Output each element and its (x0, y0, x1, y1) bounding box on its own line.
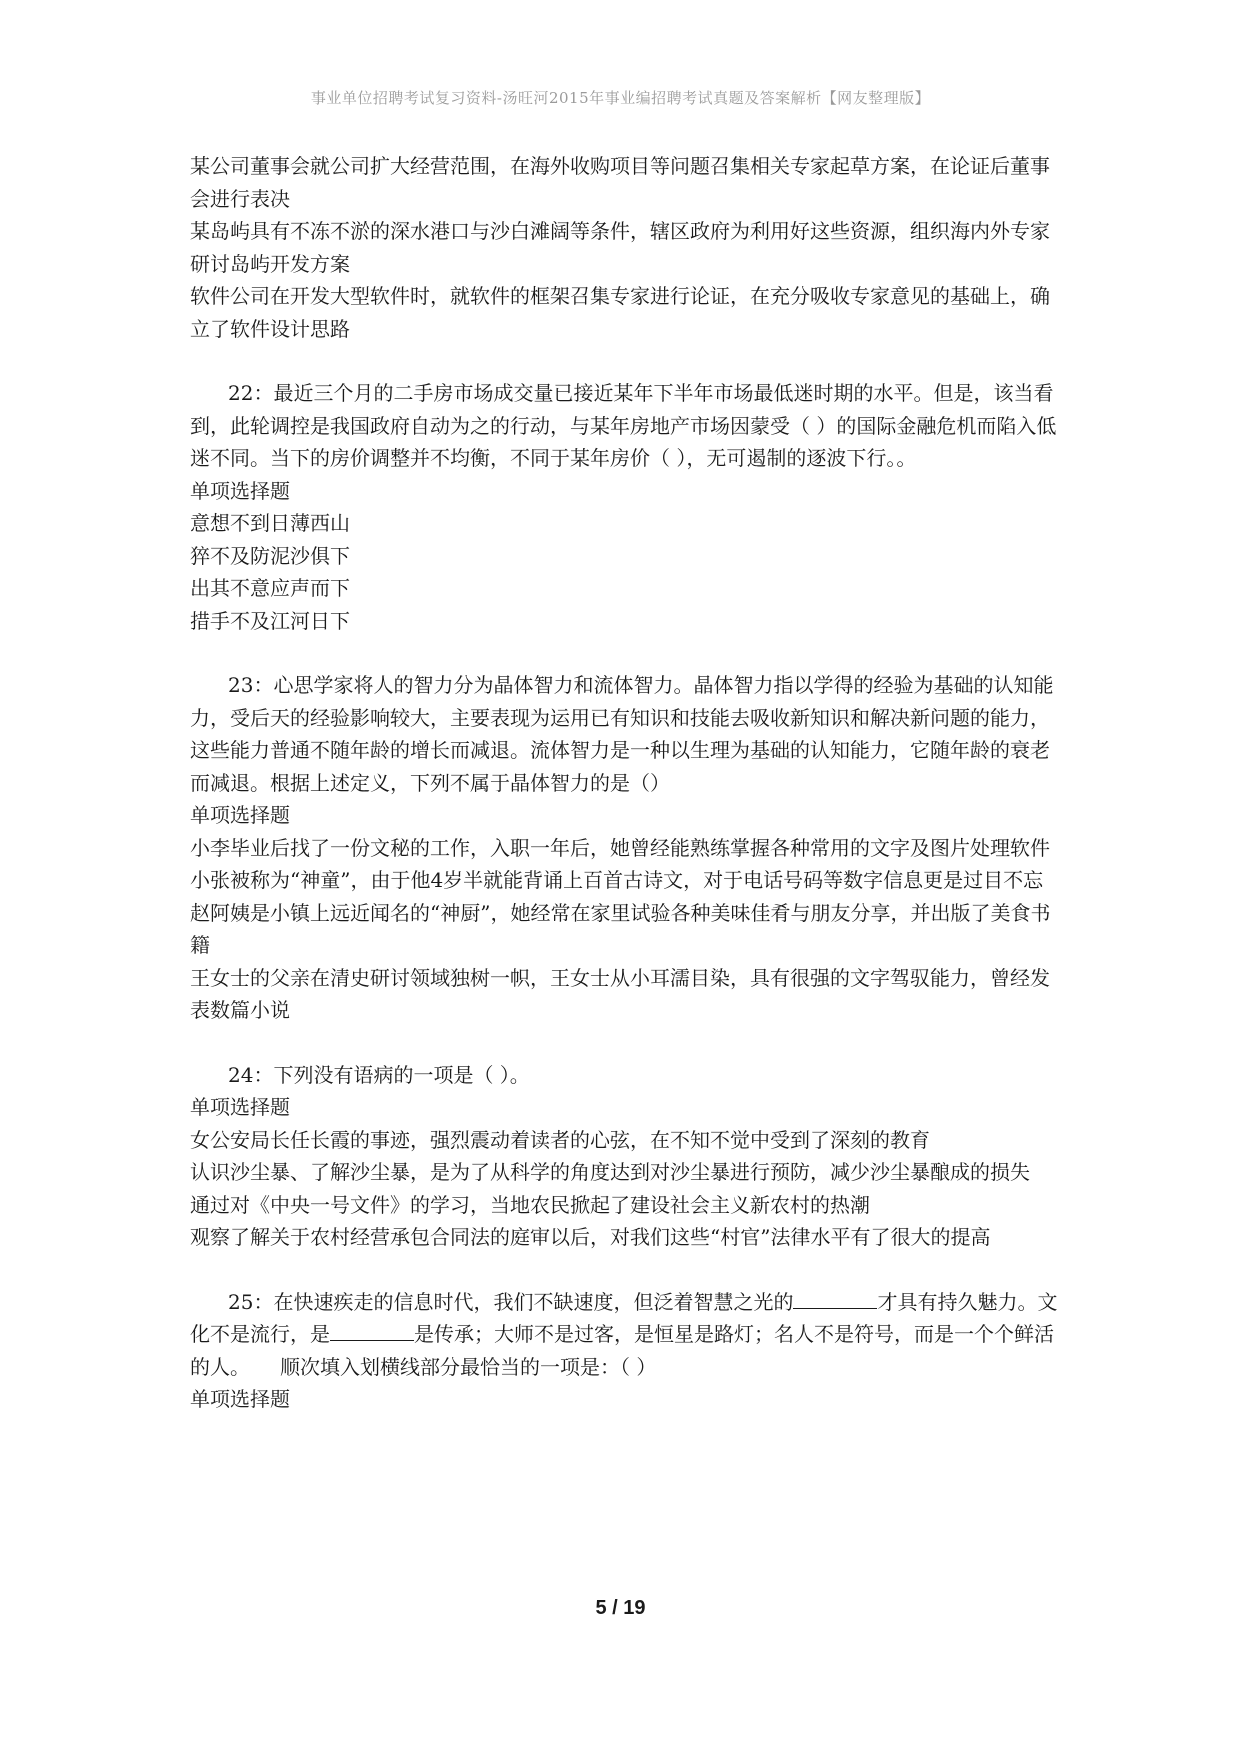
spacer (190, 1254, 1060, 1286)
option-text: 小张被称为“神童”，由于他4岁半就能背诵上百首古诗文，对于电话号码等数字信息更是过目不忘 (190, 868, 1044, 892)
stem-part: 是传承；大师不是过客，是恒星是路灯；名人不是符号，而是一个个鲜活的人。 顺次填入划横线部分最恰当的一项是：（ ） (190, 1322, 1054, 1379)
question-22 (190, 377, 1060, 637)
question-stem: 24：下列没有语病的一项是（ ）。 (228, 1062, 530, 1087)
spacer (190, 345, 1060, 377)
question-type: 单项选择题 (190, 1387, 290, 1411)
option-text: 某岛屿具有不冻不淤的深水港口与沙白滩阔等条件，辖区政府为利用好这些资源，组织海内外专家研讨岛屿开发方案 (190, 219, 1050, 276)
stem-part: 25：在快速疾走的信息时代，我们不缺速度，但泛着智慧之光的 (228, 1289, 794, 1314)
spacer (190, 1027, 1060, 1059)
option-text: 通过对《中央一号文件》的学习，当地农民掀起了建设社会主义新农村的热潮 (190, 1192, 870, 1217)
option-text: 意想不到日薄西山 (190, 511, 350, 535)
option-text: 某公司董事会就公司扩大经营范围，在海外收购项目等问题召集相关专家起草方案，在论证后董事会进行表决 (190, 154, 1050, 211)
prev-question-options (190, 150, 1060, 345)
fill-blank-line (330, 1320, 414, 1341)
question-stem: 22：最近三个月的二手房市场成交量已接近某年下半年市场最低迷时期的水平。但是，该当看到，此轮调控是我国政府自动为之的行动，与某年房地产市场因蒙受（ ）的国际金融危机而陷入低迷不同。当下的房价调整并不均衡，不同于某年房价（ ），无可遏制的逐波下行。。 (190, 381, 1057, 470)
option-text: 出其不意应声而下 (190, 576, 350, 600)
option-text: 软件公司在开发大型软件时，就软件的框架召集专家进行论证，在充分吸收专家意见的基础上，确立了软件设计思路 (190, 284, 1050, 341)
fill-blank-line (793, 1288, 877, 1309)
spacer (190, 637, 1060, 669)
option-text: 小李毕业后找了一份文秘的工作，入职一年后，她曾经能熟练掌握各种常用的文字及图片处理软件 (190, 835, 1050, 860)
page-number: 5 / 19 (595, 1597, 646, 1619)
page-content (190, 150, 1060, 1416)
question-23 (190, 669, 1060, 1027)
question-type: 单项选择题 (190, 1095, 290, 1119)
question-24 (190, 1059, 1060, 1254)
question-stem: 23：心思学家将人的智力分为晶体智力和流体智力。晶体智力指以学得的经验为基础的认知能力，受后天的经验影响较大，主要表现为运用已有知识和技能去吸收新知识和解决新问题的能力，这些能力普通不随年龄的增长而减退。流体智力是一种以生理为基础的认知能力，它随年龄的衰老而减退。根据上述定义，下列不属于晶体智力的是（） (190, 673, 1054, 795)
question-25 (190, 1286, 1060, 1416)
option-text: 认识沙尘暴、了解沙尘暴，是为了从科学的角度达到对沙尘暴进行预防，减少沙尘暴酿成的损失 (190, 1160, 1030, 1184)
option-text: 王女士的父亲在清史研讨领域独树一帜，王女士从小耳濡目染，具有很强的文字驾驭能力，曾经发表数篇小说 (190, 965, 1050, 1022)
question-stem (190, 1286, 1060, 1384)
running-header: 事业单位招聘考试复习资料-汤旺河2015年事业编招聘考试真题及答案解析【网友整理版】 (310, 89, 931, 107)
question-type: 单项选择题 (190, 478, 290, 503)
option-text: 女公安局长任长霞的事迹，强烈震动着读者的心弦，在不知不觉中受到了深刻的教育 (190, 1127, 930, 1152)
stem-part: 才具有持久魅力。文化不是流行，是 (190, 1289, 1058, 1346)
option-text: 赵阿姨是小镇上远近闻名的“神厨”，她经常在家里试验各种美味佳肴与朋友分享，并出版了美食书籍 (190, 900, 1051, 957)
option-text: 措手不及江河日下 (190, 608, 350, 633)
option-text: 观察了解关于农村经营承包合同法的庭审以后，对我们这些“村官”法律水平有了很大的提高 (190, 1225, 991, 1249)
option-text: 猝不及防泥沙俱下 (190, 543, 350, 568)
question-type: 单项选择题 (190, 803, 290, 827)
